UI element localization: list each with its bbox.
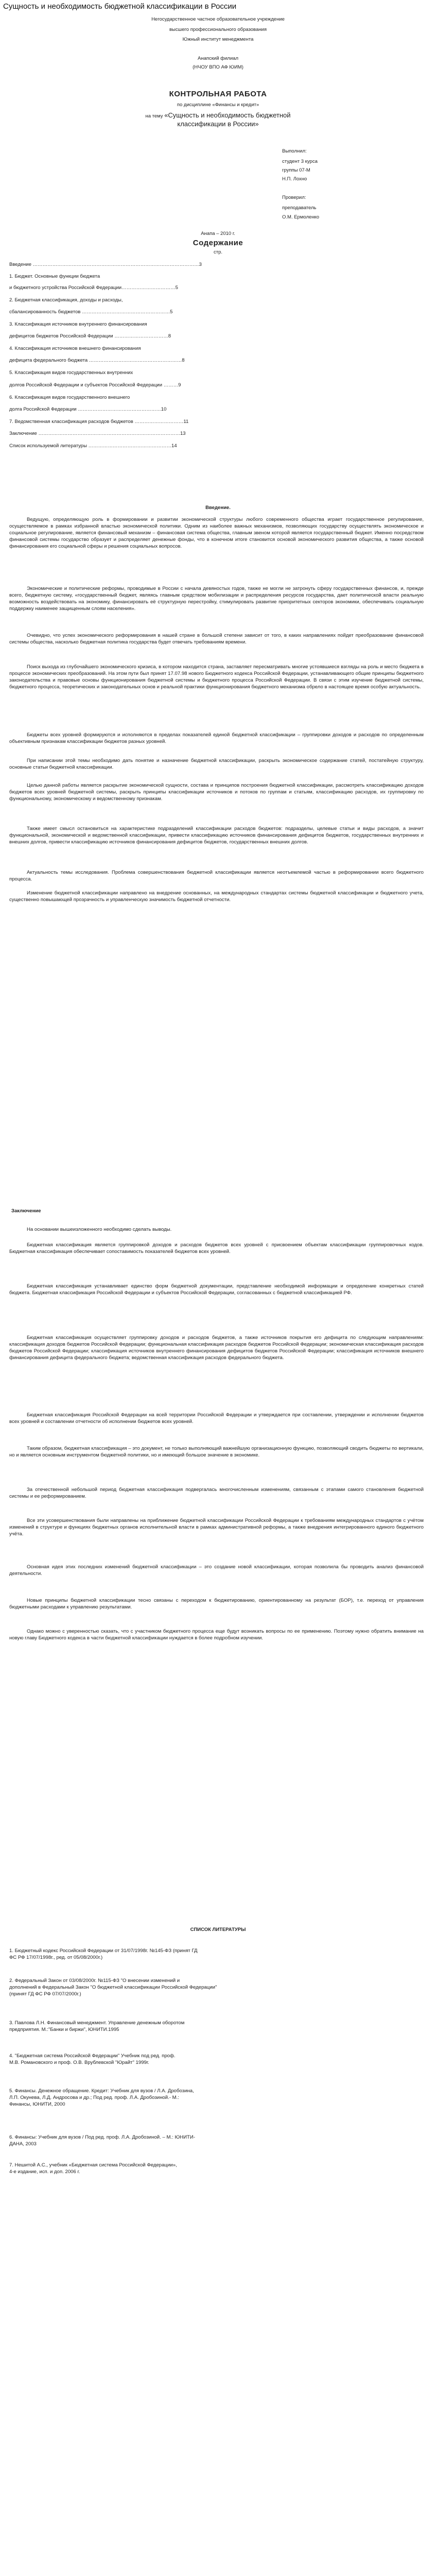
toc-line: дефицитов бюджетов Российской Федерации ……………………………8 (9, 333, 171, 339)
conclusion-paragraph: Бюджетная классификация устанавливает единство форм бюджетной документации, представление необходимой информации и определение конкретных статей бюджета. Бюджетная классификация Российской Федерации и субъектов Российской Федерации, согласованных с бюджетной классификацией РФ. (9, 1283, 424, 1296)
toc-line: и бюджетного устройства Российской Федерации……………………………5 (9, 285, 178, 291)
literature-item-line: ФС РФ 17/07/1998г., ред. от 05/08/2000г.) (9, 1955, 103, 1960)
topic-prefix: на тему (145, 113, 165, 119)
topic-text: «Сущность и необходимость бюджетной (164, 111, 291, 119)
conclusion-paragraph: За отечественной небольшой период бюджетная классификация подвергалась многочисленным изменениям, связанным с этапами самого становления бюджетной системы и ее реформированием. (9, 1487, 424, 1500)
institution-line: Негосударственное частное образовательное учреждение (151, 16, 285, 22)
intro-paragraph: Экономические и политические реформы, проводимые в России с начала девяностых годов, также не могли не затронуть сферу государственных финансов, и, прежде всего, бюджетную систему, «государственный бюджет, являясь главным средством мобилизации и распределения ресурсов государства, дает политической власти реальную возможность воздействовать на экономику, финансировать её структурную перестройку, стимулировать развитие приоритетных секторов экономики, обеспечивать социальную поддержку наименее защищенным слоям населения». (9, 586, 424, 612)
literature-item (9, 2162, 424, 2175)
literature-item-line: ДАНА, 2003 (9, 2141, 37, 2147)
conclusion-paragraph: На основании вышеизложенного необходимо сделать выводы. (27, 1227, 172, 1232)
literature-item-line: предприятия. М.:"Банки и биржи", ЮНИТИ.1995 (9, 2027, 119, 2032)
student-line: студент 3 курса (282, 159, 318, 164)
topic-line-1 (0, 111, 436, 121)
conclusion-paragraph: Все эти усовершенствования были направлены на приближение бюджетной классификации Российской Федерации к требованиям международных стандартов с учётом изменений в структуре и функциях бюджетных органов исполнительной власти в рамках административной реформы, а также внедрения интегрированного единого бюджетного учёта. (9, 1518, 424, 1537)
literature-item-line: 3. Павлова Л.Н. Финансовый менеджмент. Управление денежным оборотом (9, 2020, 185, 2026)
intro-paragraph: Ведущую, определяющую роль в формировании и развитии экономической структуры любого современного общества играет государственное регулирование, осуществляемое в рамках избранной властью экономической политики. Одним из наиболее важных механизмов, позволяющих государству осуществлять экономическое и социальное регулирование, является финансовый механизм – финансовая система общества, главным звеном которой является государственный бюджет. Именно посредством финансовой системы государство образует и распределяет денежные фонды, что в конечном итоге становится основой экономического развития общества, а также основой финансирования его социальной сферы и решения социальных вопросов. (9, 517, 424, 550)
toc-line: 5. Классификация видов государственных внутренних (9, 370, 133, 376)
intro-paragraph: Бюджеты всех уровней формируются и исполняются в пределах показателей единой бюджетной классификации – группировки доходов и расходов по определенным объективным признакам классификации бюджетов разных уровней. (9, 732, 424, 745)
city-year: Анапа – 2010 г. (201, 231, 235, 236)
literature-item-line: Финансы, ЮНИТИ, 2000 (9, 2102, 65, 2107)
toc-line: Заключение ……………………………………………………………………………13 (9, 431, 186, 436)
conclusion-paragraph: Основная идея этих последних изменений бюджетной классификации – это создание новой классификации, которая позволила бы проводить анализ финансовой деятельности. (9, 1564, 424, 1577)
intro-paragraph: При написании этой темы необходимо дать понятие и назначение бюджетной классификации, раскрыть экономическое содержание статей, постатейную структуру, основные статьи бюджетной классификации. (9, 758, 424, 771)
branch-line: Анапский филиал (198, 56, 238, 61)
discipline-line: по дисциплине «Финансы и кредит» (177, 102, 259, 108)
toc-line: 2. Бюджетная классификация, доходы и расходы, (9, 297, 123, 303)
literature-heading: СПИСОК ЛИТЕРАТУРЫ (190, 1927, 246, 1933)
literature-item-line: 4-е издание, исп. и доп. 2006 г. (9, 2169, 80, 2175)
institution-line: Южный институт менеджмента (182, 37, 254, 42)
student-line: группы 07-М (282, 167, 310, 173)
literature-item (9, 1947, 424, 1961)
checked-label: Проверил: (282, 195, 306, 200)
intro-paragraph: Целью данной работы является раскрытие экономической сущности, состава и принципов построения бюджетной классификации, рассмотреть классификацию доходов бюджетов всех уровней бюджетной системы, раскрыть принципы классификации источников и потоков по группам и статьям, классификацию расходов, их группировку по функциональному, экономическому и ведомственному признакам. (9, 783, 424, 802)
page-title: Сущность и необходимость бюджетной классификации в России (3, 2, 237, 11)
conclusion-paragraph: Бюджетная классификация Российской Федерации на всей территории Российской Федерации и утверждается при составлении, утверждении и исполнении бюджетов всех уровней и составлении отчетности об исполнении бюджетов всех уровней. (9, 1412, 424, 1425)
toc-line: Список используемой литературы ……………………………………………14 (9, 443, 177, 449)
toc-line: Введение …………………………………………………………………………………………3 (9, 262, 202, 267)
literature-item-line: 2. Федеральный Закон от 03/08/2000г. №115-ФЗ "О внесении изменений и (9, 1978, 180, 1984)
toc-title: Содержание (193, 239, 243, 247)
intro-paragraph: Также имеет смысл остановиться на характеристике подразделений классификации расходов бюджетов: подразделы, целевые статьи и виды расходов, а значит функциональной, экономической и ведомственной классификации, привести классификацию источников финансирования дефицитов бюджетов, государственных внутренних и внешних долгов, привести классификацию источников финансирования дефицитов бюджетов, государственных внешних долгов. (9, 826, 424, 845)
literature-item (9, 2134, 424, 2147)
literature-item (9, 2020, 424, 2033)
literature-item-line: дополнений в Федеральный Закон "О бюджетной классификации Российской Федерации" (9, 1985, 217, 1990)
student-line: Н.П. Лохно (282, 176, 307, 182)
literature-item-line: 4. "Бюджетная система Российской Федерации" Учебник под ред. проф. (9, 2053, 176, 2059)
performed-label: Выполнил: (282, 148, 307, 154)
toc-line: 7. Ведомственная классификация расходов бюджетов …………………………11 (9, 419, 189, 425)
conclusion-paragraph: Новые принципы бюджетной классификации тесно связаны с переходом к бюджетированию, ориентированному на результат (БОР), т.е. переход от управления бюджетными расходами к управлению результатами. (9, 1598, 424, 1611)
toc-line: долга Российской Федерации ……………………………………………10 (9, 406, 167, 412)
toc-line: 4. Классификация источников внешнего финансирования (9, 346, 141, 351)
literature-item-line: 6. Финансы: Учебник для вузов / Под ред. проф. Л.А. Дробозиной. – М.: ЮНИТИ- (9, 2134, 195, 2140)
toc-page-label: стр. (213, 249, 223, 255)
intro-heading: Введение. (205, 505, 231, 511)
literature-item-line: 1. Бюджетный кодекс Российской Федерации от 31/07/1998г. №145-ФЗ (принят ГД (9, 1948, 198, 1954)
conclusion-paragraph: Бюджетная классификация осуществляет группировку доходов и расходов бюджетов, а также источников покрытия его дефицита по следующим направлениям: классификация доходов бюджетов Российской Федерации; функциональная классификация расходов бюджетов Российской Федерации; экономическая классификация расходов бюджетов Российской Федерации; классификация источников внутреннего финансирования дефицитов бюджетов Российской Федерации; классификация источников внешнего финансирования дефицита федерального бюджета; ведомственная классификация расходов федерального бюджета. (9, 1335, 424, 1361)
branch-line: (НЧОУ ВПО АФ ЮИМ) (193, 64, 243, 70)
checker-line: О.М. Ермоленко (282, 214, 320, 220)
conclusion-paragraph: Однако можно с уверенностью сказать, что с участником бюджетного процесса еще будут возникать вопросы по ее применению. Поэтому нужно обратить внимание на новую главу Бюджетного кодекса в части бюджетной классификации нуждается в более подробном изучении. (9, 1629, 424, 1641)
intro-paragraph: Изменение бюджетной классификации направлено на внедрение основанных, на международных стандартах системы бюджетной классификации и бюджетного учета, существенно повышающей прозрачность и управленческую значимость бюджетной отчетности. (9, 890, 424, 903)
conclusion-paragraph: Бюджетная классификация является группировкой доходов и расходов бюджетов всех уровней с присвоением объектам классификации группировочных кодов. Бюджетная классификация обеспечивает сопоставимость показателей бюджетов всех уровней. (9, 1242, 424, 1255)
work-type-heading: КОНТРОЛЬНАЯ РАБОТА (169, 90, 267, 98)
literature-item-line: 7. Нешитой А.С., учебник «Бюджетная система Российской Федерации», (9, 2162, 177, 2168)
toc-line: 6. Классификация видов государственного внешнего (9, 395, 130, 400)
topic-line-2: классификации в России» (177, 120, 259, 128)
conclusion-paragraph: Таким образом, бюджетная классификация – это документ, не только выполняющий важнейшую организационную функцию, позволяющий сводить бюджеты по вертикали, но и является основным инструментом бюджетной политики, но и имеющий большое значение в экономике. (9, 1446, 424, 1459)
checker-line: преподаватель (282, 205, 317, 211)
intro-paragraph: Очевидно, что успех экономического реформирования в нашей стране в большой степени зависит от того, в каких направлениях пойдет преобразование финансовой системы общества, насколько бюджетная политика государства будет отвечать требованиям времени. (9, 633, 424, 646)
literature-item-line: М.В. Романовского и проф. О.В. Врублевской "Юрайт" 1999г. (9, 2060, 149, 2065)
toc-line: 3. Классификация источников внутреннего финансирования (9, 321, 147, 327)
literature-item-line: 5. Финансы. Денежное обращение. Кредит: Учебник для вузов / Л.А. Дробозина, (9, 2088, 194, 2094)
toc-line: дефицита федерального бюджета …………………………………………………8 (9, 358, 185, 363)
institution-line: высшего профессионального образования (169, 27, 267, 32)
toc-line: долгов Российской Федерации и субъектов Российской Федерации ………9 (9, 382, 181, 388)
conclusion-heading: Заключение (11, 1208, 41, 1214)
toc-line: сбалансированность бюджетов ………………………………………………5 (9, 309, 173, 315)
literature-item (9, 2088, 424, 2108)
literature-item (9, 2053, 424, 2066)
literature-item-line: Л.П. Окунева, Л.Д. Андросова и др.; Под ред. проф. Л.А. Дробозиной.- М.: (9, 2095, 179, 2100)
intro-paragraph: Актуальность темы исследования. Проблема совершенствования бюджетной классификации является неотъемлемой частью в реформировании всего бюджетного процесса. (9, 870, 424, 883)
intro-paragraph: Поиск выхода из глубочайшего экономического кризиса, в котором находится страна, заставляет пересматривать многие устоявшиеся взгляды на роль и место бюджета в процессе экономических преобразований. На этом пути был принят 17.07.98 нового Бюджетного кодекса Российской Федерации, устанавливающего общие принципы бюджетного законодательства и правовые основы функционирования бюджетной системы и бюджетного процесса Российской Федерации. В связи с этим изучение бюджетной системы, бюджетного процесса, теоретических и законодательных основ и реальной практики функционирования бюджетного механизма обрело в настоящее время особую актуальность. (9, 664, 424, 690)
literature-item-line: (принят ГД ФС РФ 07/07/2000г.) (9, 1991, 81, 1997)
literature-item (9, 1977, 424, 1997)
toc-line: 1. Бюджет. Основные функции бюджета (9, 274, 100, 279)
